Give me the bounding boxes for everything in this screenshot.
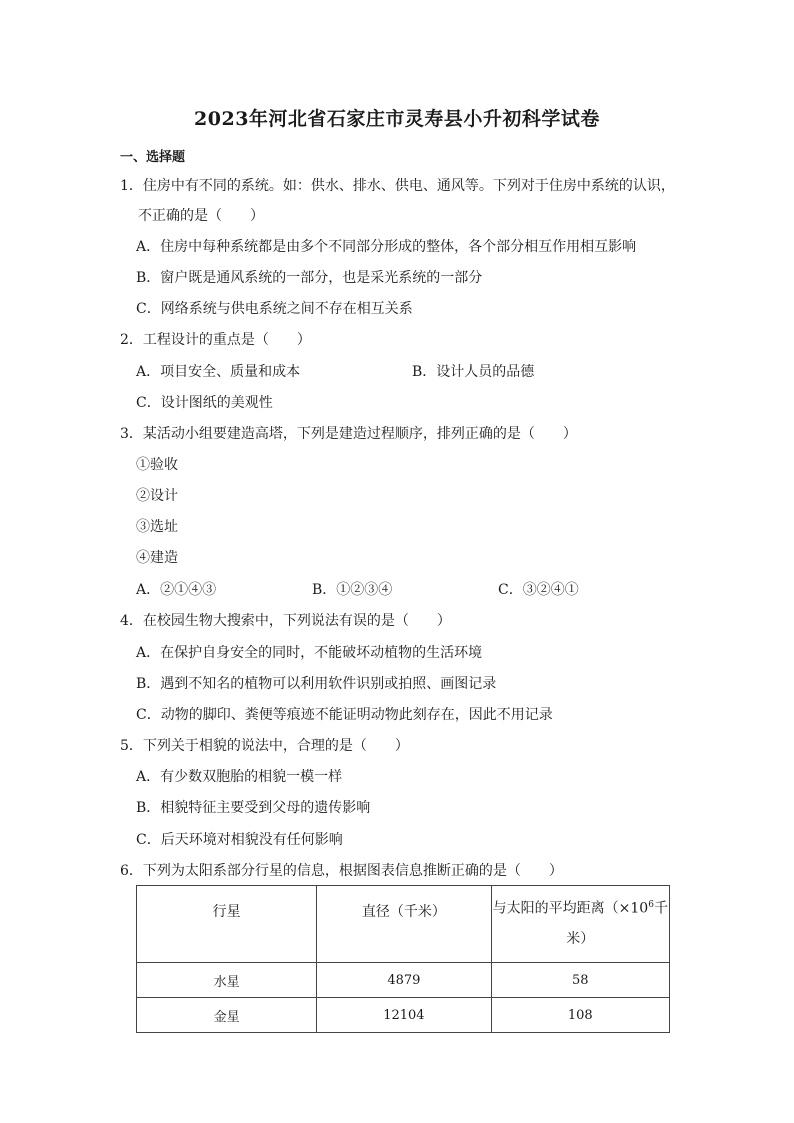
question-4-option-b: B．遇到不知名的植物可以利用软件识别或拍照、画图记录 <box>136 676 497 692</box>
table-cell-distance: 108 <box>491 998 669 1033</box>
question-5-option-b: B．相貌特征主要受到父母的遗传影响 <box>136 800 371 816</box>
question-1-stem: 1．住房中有不同的系统。如：供水、排水、供电、通风等。下列对于住房中系统的认识， <box>120 178 675 194</box>
question-3-option-c: C．③②④① <box>498 582 579 598</box>
table-header-distance-unit-cont: 米） <box>566 930 595 947</box>
question-5-stem: 5．下列关于相貌的说法中，合理的是（ ） <box>120 738 409 754</box>
table-cell-planet: 金星 <box>137 998 317 1033</box>
planet-table <box>136 885 670 1033</box>
question-1-stem-cont: 不正确的是（ ） <box>138 208 264 224</box>
question-3-step-1: ①验收 <box>136 457 178 473</box>
question-3-stem: 3．某活动小组要建造高塔，下列是建造过程顺序，排列正确的是（ ） <box>120 426 577 442</box>
table-cell-distance: 58 <box>491 963 669 998</box>
question-1-option-c: C．网络系统与供电系统之间不存在相互关系 <box>136 301 413 317</box>
question-3-option-a: A．②①④③ <box>136 582 217 598</box>
table-header-distance-text: 与太阳的平均距离（×10 <box>492 900 649 917</box>
question-6-stem: 6．下列为太阳系部分行星的信息，根据图表信息推断正确的是（ ） <box>120 863 563 879</box>
table-header-distance <box>491 886 669 963</box>
question-2-option-b: B．设计人员的品德 <box>412 364 535 380</box>
table-cell-diameter: 12104 <box>317 998 491 1033</box>
question-2-option-c: C．设计图纸的美观性 <box>136 395 273 411</box>
table-cell-planet: 水星 <box>137 963 317 998</box>
question-5-option-c: C．后天环境对相貌没有任何影响 <box>136 832 343 848</box>
question-2-stem: 2．工程设计的重点是（ ） <box>120 332 311 348</box>
question-4-option-a: A．在保护自身安全的同时，不能破坏动植物的生活环境 <box>136 645 483 661</box>
question-3-step-3: ③选址 <box>136 519 178 535</box>
table-cell-diameter: 4879 <box>317 963 491 998</box>
table-header-row <box>137 886 670 963</box>
question-3-step-4: ④建造 <box>136 550 178 566</box>
table-header-distance-exponent: 6 <box>648 900 654 910</box>
table-header-planet: 行星 <box>137 886 317 963</box>
question-3-step-2: ②设计 <box>136 488 178 504</box>
table-row <box>137 998 670 1033</box>
question-4-stem: 4．在校园生物大搜索中，下列说法有误的是（ ） <box>120 613 451 629</box>
table-header-distance-unit: 千 <box>653 900 668 917</box>
question-5-option-a: A．有少数双胞胎的相貌一模一样 <box>136 769 343 785</box>
question-1-option-a: A．住房中每种系统都是由多个不同部分形成的整体，各个部分相互作用相互影响 <box>136 239 637 255</box>
question-1-option-b: B．窗户既是通风系统的一部分，也是采光系统的一部分 <box>136 270 483 286</box>
section-heading: 一、选择题 <box>120 150 186 165</box>
question-2-option-a: A．项目安全、质量和成本 <box>136 364 301 380</box>
page-title: 2023年河北省石家庄市灵寿县小升初科学试卷 <box>194 108 600 130</box>
question-4-option-c: C．动物的脚印、粪便等痕迹不能证明动物此刻存在，因此不用记录 <box>136 707 553 723</box>
table-header-diameter: 直径（千米） <box>317 886 491 963</box>
table-row <box>137 963 670 998</box>
question-3-option-b: B．①②③④ <box>312 582 393 598</box>
